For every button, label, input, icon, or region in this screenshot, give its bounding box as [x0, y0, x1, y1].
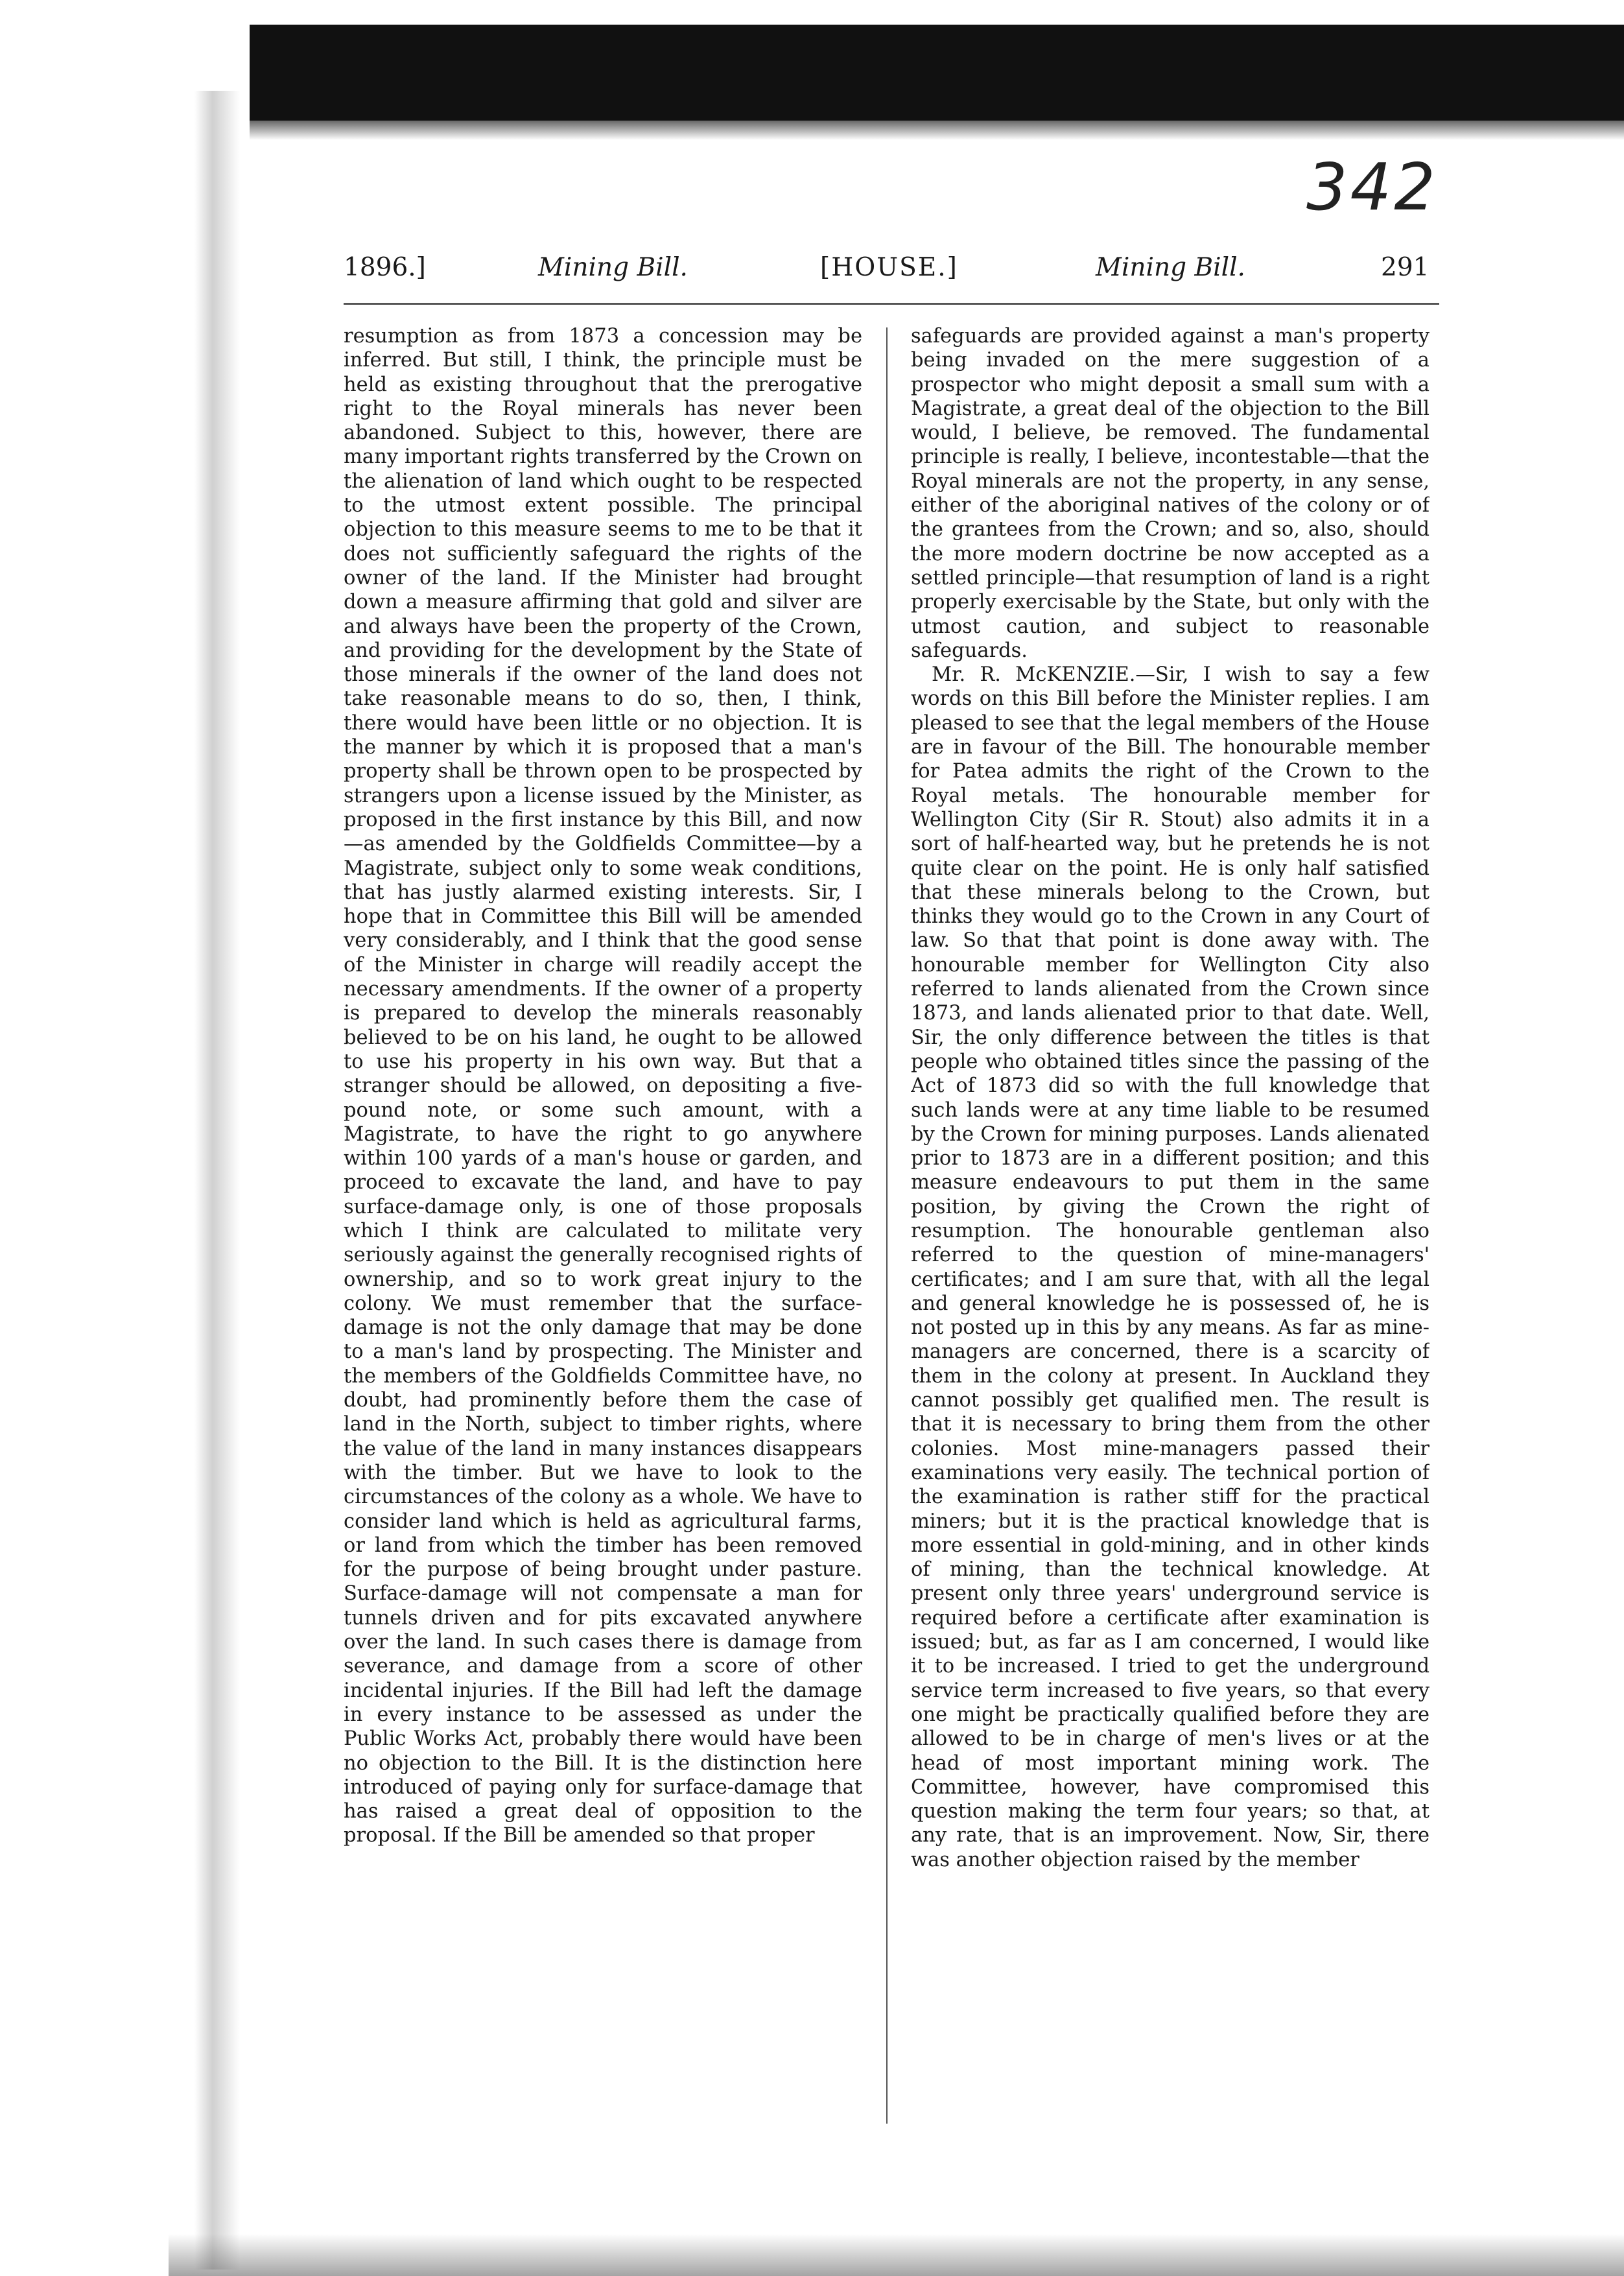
- column-divider: [886, 327, 888, 2124]
- scan-bottom-shadow: [169, 2234, 1624, 2276]
- header-page-number: 291: [1381, 253, 1430, 282]
- paragraph: Mr. R. McKENZIE.—Sir, I wish to say a few words on this Bill before the Minister replies. I am pleased to see that the legal members of the House are in favour of the Bill. The honourable member for Patea admits the right of the Crown to the Royal metals. The honourable member for Wellington City (Sir R. Stout) also admits it in a sort of half-hearted way, but he pretends he is not quite clear on the point. He is only half satisfied that these minerals belong to the Crown, but thinks they would go to the Crown in any Court of law. So that that point is done away with. The honourable member for Wellington City also referred to lands alienated from the Crown since 1873, and lands alienated prior to that date. Well, Sir, the only difference between the titles is that people who obtained titles since the passing of the Act of 1873 did so with the full knowledge that such lands were at any time liable to be resumed by the Crown for mining purposes. Lands alienated prior to 1873 are in a different position; and this measure endeavours to put them in the same position, by giving the Crown the right of resumption. The honourable gentleman also referred to the question of mine-managers' certificates; and I am sure that, with all the legal and general knowledge he is possessed of, he is not posted up in this by any means. As far as mine-managers are concerned, there is a scarcity of them in the colony at present. In Auckland they cannot possibly get qualified men. The result is that it is necessary to bring them from the other colonies. Most mine-managers passed their examinations very easily. The technical portion of the examination is rather stiff for the practical miners; but it is the practical knowledge that is more essential in gold-mining, and in other kinds of mining, than the technical knowledge. At present only three years' underground service is required before a certificate after examination is issued; but, as far as I am concerned, I would like it to be increased. I tried to get the underground service term increased to five years, so that every one might be practically qualified before they are allowed to be in charge of men's lives or at the head of most important mining work. The Committee, however, have compromised this question making the term four years; so that, at any rate, that is an improvement. Now, Sir, there was another objection raised by the member: [911, 663, 1430, 1871]
- handwritten-page-number: 342: [1306, 149, 1438, 225]
- right-column: [911, 324, 1430, 2133]
- scan-top-shadow: [250, 121, 1624, 140]
- binding-shadow: [194, 91, 240, 2270]
- header-rule: [344, 303, 1439, 305]
- header-title-left: Mining Bill.: [538, 253, 688, 282]
- header-year: 1896.]: [344, 253, 426, 282]
- header-house: [HOUSE.]: [820, 253, 958, 282]
- paragraph: resumption as from 1873 a concession may be inferred. But still, I think, the principle must be held as existing throughout that the prerogative right to the Royal minerals has never been abandoned. Subject to this, however, there are many important rights transferred by the Crown on the alienation of land which ought to be respected to the utmost extent possible. The principal objection to this measure seems to me to be that it does not sufficiently safeguard the rights of the owner of the land. If the Minister had brought down a measure affirming that gold and silver are and always have been the property of the Crown, and providing for the development by the State of those minerals if the owner of the land does not take reasonable means to do so, then, I think, there would have been little or no objection. It is the manner by which it is proposed that a man's property shall be thrown open to be prospected by strangers upon a license issued by the Minister, as proposed in the first instance by this Bill, and now—as amended by the Goldfields Committee—by a Magistrate, subject only to some weak conditions, that has justly alarmed existing interests. Sir, I hope that in Committee this Bill will be amended very considerably, and I think that the good sense of the Minister in charge will readily accept the necessary amendments. If the owner of a property is prepared to develop the minerals reasonably believed to be on his land, he ought to be allowed to use his property in his own way. But that a stranger should be allowed, on depositing a five-pound note, or some such amount, with a Magistrate, to have the right to go anywhere within 100 yards of a man's house or garden, and proceed to excavate the land, and have to pay surface-damage only, is one of those proposals which I think are calculated to militate very seriously against the generally recognised rights of ownership, and so to work great injury to the colony. We must remember that the surface-damage is not the only damage that may be done to a man's land by prospecting. The Minister and the members of the Goldfields Committee have, no doubt, had prominently before them the case of land in the North, subject to timber rights, where the value of the land in many instances disappears with the timber. But we have to look to the circumstances of the colony as a whole. We have to consider land which is held as agricultural farms, or land from which the timber has been removed for the purpose of being brought under pasture. Surface-damage will not compensate a man for tunnels driven and for pits excavated anywhere over the land. In such cases there is damage from severance, and damage from a score of other incidental injuries. If the Bill had left the damage in every instance to be assessed as under the Public Works Act, probably there would have been no objection to the Bill. It is the distinction here introduced of paying only for surface-damage that has raised a great deal of opposition to the proposal. If the Bill be amended so that proper: [344, 325, 862, 1847]
- scan-top-band: [250, 25, 1624, 121]
- left-column: [344, 324, 862, 2133]
- paragraph: safeguards are provided against a man's property being invaded on the mere suggestion of a prospector who might deposit a small sum with a Magistrate, a great deal of the objection to the Bill would, I believe, be removed. The fundamental principle is really, I believe, incontestable—that the Royal minerals are not the property, in any sense, either of the aboriginal natives of the colony or of the grantees from the Crown; and so, also, should the more modern doctrine be now accepted as a settled principle—that resumption of land is a right properly exercisable by the State, but only with the utmost caution, and subject to reasonable safeguards.: [911, 325, 1430, 662]
- running-header: [344, 253, 1439, 292]
- header-title-right: Mining Bill.: [1096, 253, 1245, 282]
